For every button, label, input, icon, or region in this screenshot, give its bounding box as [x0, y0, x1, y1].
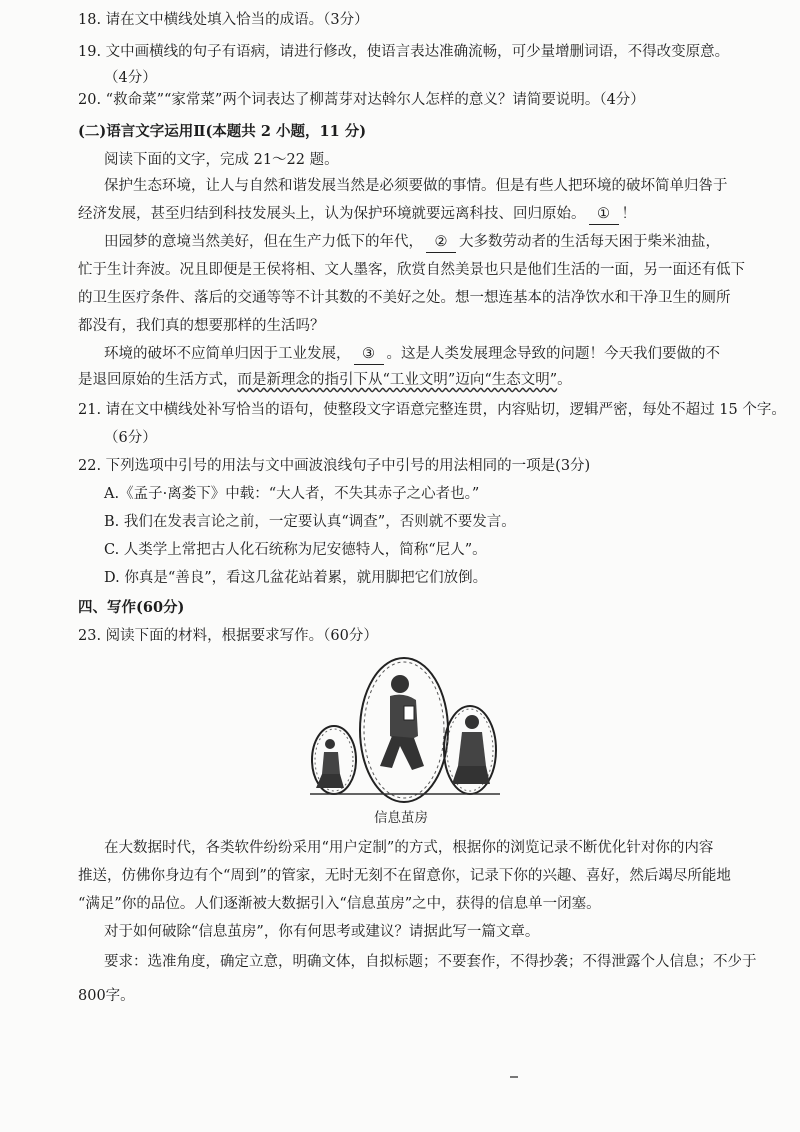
passage-p3-line1 [104, 344, 720, 365]
passage-text: 田园梦的意境当然美好，但在生产力低下的年代， [104, 234, 423, 250]
question-19: 19. 文中画横线的句子有语病，请进行修改，使语言表达准确流畅，可少量增删词语，不得改变原意。 [78, 44, 730, 60]
option-c: C. 人类学上常把古人化石统称为尼安德特人，简称“尼人”。 [104, 542, 487, 558]
passage-p1-line2 [78, 204, 636, 225]
page-mark [510, 1076, 518, 1078]
question-21-score: （6分） [104, 430, 157, 446]
writing-requirements-end: 800字。 [78, 988, 135, 1004]
blank-3: ③ [354, 344, 384, 365]
material-line1: 在大数据时代，各类软件纷纷采用“用户定制”的方式，根据你的浏览记录不断优化针对你的内容 [104, 840, 714, 856]
reading-instruction: 阅读下面的文字，完成 21～22 题。 [104, 152, 339, 168]
option-a: A.《孟子·离娄下》中载：“大人者，不失其赤子之心者也。” [104, 486, 480, 502]
section-2-title: (二)语言文字运用Ⅱ(本题共 2 小题，11 分) [78, 123, 367, 140]
passage-p2-line2: 忙于生计奔波。况且即便是王侯将相、文人墨客，欣赏自然美景也只是他们生活的一面，另一面还有低下 [78, 262, 745, 278]
question-20: 20. “救命菜”“家常菜”两个词表达了柳蒿芽对达斡尔人怎样的意义？请简要说明。（4分） [78, 92, 645, 108]
material-line3: “满足”你的品位。人们逐渐被大数据引入“信息茧房”之中，获得的信息单一闭塞。 [78, 896, 601, 912]
option-d: D. 你真是“善良”，看这几盆花站着累，就用脚把它们放倒。 [104, 570, 488, 586]
image-caption: 信息茧房 [374, 810, 428, 826]
wavy-underlined-sentence: 而是新理念的指引下从“工业文明”迈向“生态文明” [237, 372, 558, 388]
blank-2: ② [426, 232, 456, 253]
passage-text: 经济发展，甚至归结到科技发展头上，认为保护环境就要远离科技、回归原始。 [78, 206, 586, 222]
passage-text: 是退回原始的生活方式， [78, 372, 238, 388]
information-cocoon-illustration [300, 648, 510, 804]
question-21: 21. 请在文中横线处补写恰当的语句，使整段文字语意完整连贯，内容贴切，逻辑严密，每处不超过 15 个字。 [78, 402, 786, 418]
passage-p1-line1: 保护生态环境，让人与自然和谐发展当然是必须要做的事情。但是有些人把环境的破坏简单归咎于 [104, 178, 728, 194]
passage-text: 环境的破坏不应简单归因于工业发展， [104, 346, 351, 362]
question-18: 18. 请在文中横线处填入恰当的成语。（3分） [78, 12, 369, 28]
passage-text: ！ [621, 206, 636, 222]
passage-p3-line2 [78, 370, 572, 390]
passage-text: 大多数劳动者的生活每天困于柴米油盐， [459, 234, 720, 250]
writing-requirements: 要求：选准角度，确定立意，明确文体，自拟标题；不要套作，不得抄袭；不得泄露个人信息；不少于 [104, 954, 757, 970]
passage-p2-line4: 都没有，我们真的想要那样的生活吗？ [78, 318, 325, 334]
blank-1: ① [589, 204, 619, 225]
question-19-score: （4分） [104, 70, 157, 86]
material-line2: 推送，仿佛你身边有个“周到”的管家，无时无刻不在留意你，记录下你的兴趣、喜好，然后竭尽所能地 [78, 868, 731, 884]
passage-text: 。这是人类发展理念导致的问题！今天我们要做的不 [386, 346, 720, 362]
writing-prompt: 对于如何破除“信息茧房”，你有何思考或建议？请据此写一篇文章。 [104, 924, 540, 940]
question-23: 23. 阅读下面的材料，根据要求写作。（60分） [78, 628, 378, 644]
passage-p2-line1 [104, 232, 720, 253]
option-b: B. 我们在发表言论之前，一定要认真“调查”，否则就不要发言。 [104, 514, 516, 530]
passage-p2-line3: 的卫生医疗条件、落后的交通等等不计其数的不美好之处。想一想连基本的洁净饮水和干净卫生的厕所 [78, 290, 731, 306]
section-4-title: 四、写作(60分) [78, 599, 185, 616]
question-22: 22. 下列选项中引号的用法与文中画波浪线句子中引号的用法相同的一项是(3分) [78, 458, 591, 474]
passage-text: 。 [557, 372, 572, 388]
